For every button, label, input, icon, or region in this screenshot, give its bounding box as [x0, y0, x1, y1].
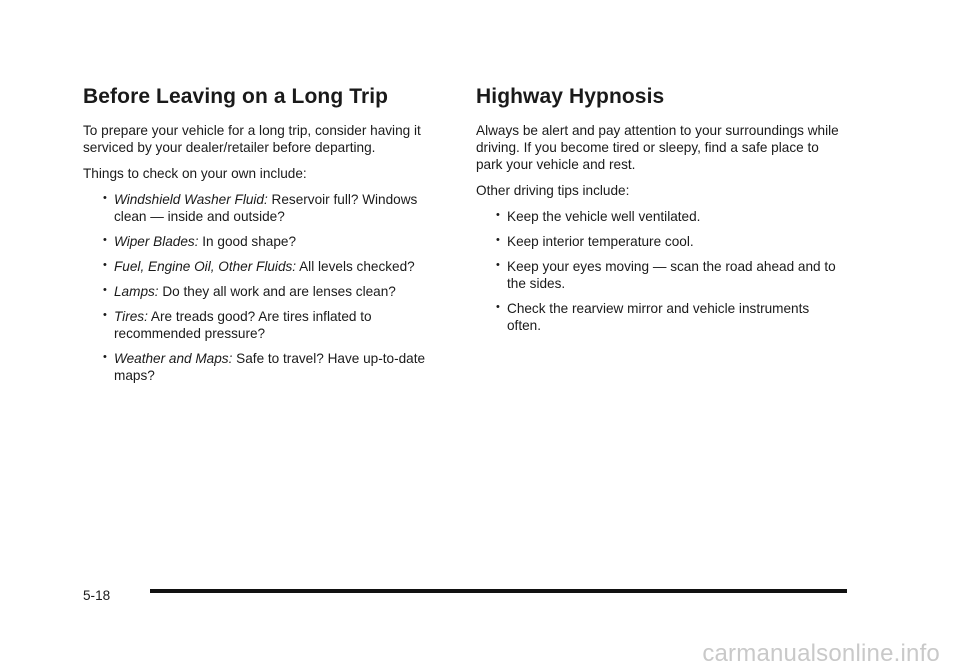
- item-text: Check the rearview mirror and vehicle instruments often.: [507, 301, 810, 333]
- site-watermark: carmanualsonline.info: [702, 640, 940, 667]
- bullet-icon: •: [103, 192, 107, 204]
- long-trip-intro: To prepare your vehicle for a long trip, consider having it serviced by your dealer/retailer before departing.: [83, 123, 421, 155]
- bullet-icon: •: [496, 259, 500, 271]
- item-term: Weather and Maps:: [114, 351, 233, 366]
- bullet-icon: •: [103, 259, 107, 271]
- item-term: Lamps:: [114, 284, 159, 299]
- long-trip-lead: Things to check on your own include:: [83, 166, 307, 181]
- item-text: All levels checked?: [296, 259, 415, 274]
- list-item: [83, 283, 453, 300]
- item-text: Keep interior temperature cool.: [507, 234, 694, 249]
- hypnosis-lead: Other driving tips include:: [476, 183, 630, 198]
- bullet-icon: •: [103, 284, 107, 296]
- list-item: [83, 191, 453, 225]
- list-item: [83, 350, 453, 384]
- list-item: [476, 233, 846, 250]
- hypnosis-intro: Always be alert and pay attention to your surroundings while driving. If you become tired or sleepy, find a safe place to park your vehicle and rest.: [476, 123, 839, 172]
- long-trip-checklist: [83, 191, 453, 384]
- list-item: [476, 300, 846, 334]
- footer-divider: [150, 589, 847, 593]
- left-column: [83, 84, 453, 392]
- item-text: In good shape?: [198, 234, 297, 249]
- bullet-icon: •: [496, 301, 500, 313]
- bullet-icon: •: [496, 209, 500, 221]
- page-number: 5-18: [83, 588, 111, 603]
- item-text: Keep your eyes moving — scan the road ahead and to the sides.: [507, 259, 836, 291]
- item-text: Reservoir full? Windows clean — inside and outside?: [114, 192, 418, 224]
- item-text: Are treads good? Are tires inflated to recommended pressure?: [114, 309, 372, 341]
- bullet-icon: •: [103, 351, 107, 363]
- right-column: [476, 84, 846, 342]
- section-title-long-trip: Before Leaving on a Long Trip: [83, 85, 389, 108]
- item-term: Wiper Blades:: [114, 234, 199, 249]
- item-text: Do they all work and are lenses clean?: [158, 284, 396, 299]
- list-item: [476, 258, 846, 292]
- section-title-highway-hypnosis: Highway Hypnosis: [476, 85, 665, 108]
- item-term: Tires:: [114, 309, 148, 324]
- list-item: [83, 308, 453, 342]
- list-item: [83, 258, 453, 275]
- bullet-icon: •: [103, 309, 107, 321]
- item-term: Fuel, Engine Oil, Other Fluids:: [114, 259, 297, 274]
- list-item: [476, 208, 846, 225]
- item-text: Safe to travel? Have up-to-date maps?: [114, 351, 426, 383]
- item-text: Keep the vehicle well ventilated.: [507, 209, 701, 224]
- driving-tips-list: [476, 208, 846, 334]
- bullet-icon: •: [496, 234, 500, 246]
- item-term: Windshield Washer Fluid:: [114, 192, 268, 207]
- list-item: [83, 233, 453, 250]
- bullet-icon: •: [103, 234, 107, 246]
